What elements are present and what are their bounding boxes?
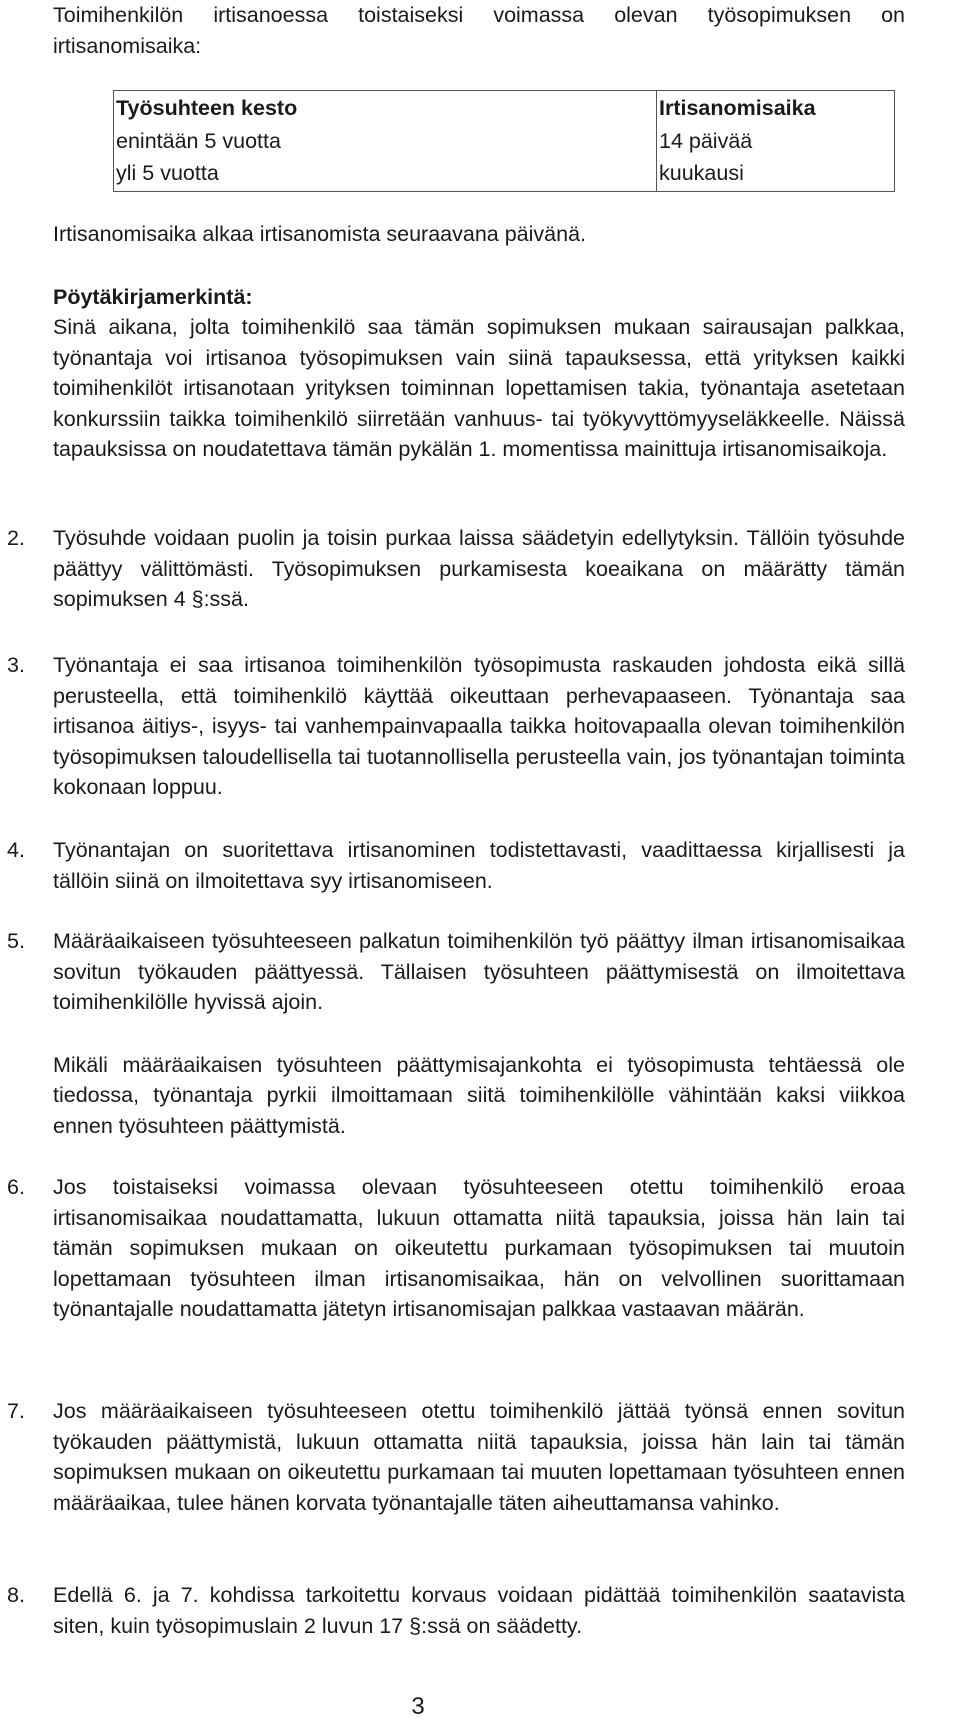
list-item [7,1580,905,1641]
item-number: 4. [7,838,25,862]
item-text: Edellä 6. ja 7. kohdissa tarkoitettu korvaus voidaan pidättää toimihenkilön saatavista siten, kuin työsopimuslain 2 luvun 17 §:ssä on säädetty. [53,1583,905,1638]
table-cell: enintään 5 vuotta [114,126,657,159]
item-number: 7. [7,1399,25,1423]
notice-start-paragraph: Irtisanomisaika alkaa irtisanomista seuraavana päivänä. [53,222,586,246]
table-header-row [114,91,895,126]
table-header-duration: Työsuhteen kesto [114,91,657,126]
list-item [7,1396,905,1518]
list-item [7,650,905,803]
item-number: 2. [7,526,25,550]
item-text: Työnantaja ei saa irtisanoa toimihenkilön työsopimusta raskauden johdosta eikä sillä perusteella, että toimihenkilö käyttää oikeuttaan perhevapaaseen. Työnantaja saa irtisanoa äitiys-, isyys- tai vanhempainvapaalla taikka hoitovapaalla olevan toimihenkilön työsopimuksen taloudellisella tai tuotannollisella perusteella vain, jos työnantajan toiminta kokonaan loppuu. [53,653,905,799]
protocol-heading: Pöytäkirjamerkintä: [53,285,253,309]
item-text: Työnantajan on suoritettava irtisanominen todistettavasti, vaadittaessa kirjallisesti ja tällöin siinä on ilmoitettava syy irtisanomiseen. [53,838,905,893]
item-text: Työsuhde voidaan puolin ja toisin purkaa laissa säädetyin edellytyksin. Tällöin työsuhde päättyy välittömästi. Työsopimuksen purkamisesta koeaikana on määrätty tämän sopimuksen 4 §:ssä. [53,526,905,611]
list-item [7,835,905,896]
item-number: 6. [7,1175,25,1199]
item-number: 8. [7,1583,25,1607]
table-row [114,158,895,191]
item-text: Jos määräaikaiseen työsuhteeseen otettu toimihenkilö jättää työnsä ennen sovitun työkauden päättymistä, lukuun ottamatta niitä tapauksia, joissa hän lain tai tämän sopimuksen mukaan on oikeutettu purkamaan tai muuten lopettamaan työsuhteen ennen määräaikaa, tulee hänen korvata työnantajalle täten aiheuttamansa vahinko. [53,1399,905,1515]
item-number: 5. [7,929,25,953]
list-item [7,523,905,615]
item-text: Määräaikaiseen työsuhteeseen palkatun toimihenkilön työ päättyy ilman irtisanomisaikaa sovitun työkauden päättyessä. Tällaisen työsuhteen päättymisestä on ilmoitettava toimihenkilölle hyvissä ajoin. [53,929,905,1014]
list-item [7,1172,905,1325]
protocol-paragraph: Sinä aikana, jolta toimihenkilö saa tämän sopimuksen mukaan sairausajan palkkaa, työnantaja voi irtisanoa työsopimuksen vain siinä tapauksessa, että yrityksen kaikki toimihenkilöt irtisanotaan yrityksen toiminnan lopettamisen takia, työnantaja asetetaan konkurssiin taikka toimihenkilö siirretään vanhuus- tai työkyvyttömyyseläkkeelle. Näissä tapauksissa on noudatettava tämän pykälän 1. momentissa mainittuja irtisanomisaikoja. [53,315,905,461]
table-cell: 14 päivää [659,128,753,153]
table-row [114,126,895,159]
table-cell: kuukausi [659,161,744,186]
item-text-continued: Mikäli määräaikaisen työsuhteen päättymisajankohta ei työsopimusta tehtäessä ole tiedossa, työnantaja pyrkii ilmoittamaan siitä toimihenkilölle vähintään kaksi viikkoa ennen työsuhteen päättymistä. [53,1052,905,1138]
page-number: 3 [411,1693,425,1720]
table-cell: yli 5 vuotta [114,158,657,191]
list-item [7,926,905,1141]
item-number: 3. [7,653,25,677]
notice-period-table [113,90,895,192]
table-header-notice: Irtisanomisaika [659,96,816,120]
intro-paragraph: Toimihenkilön irtisanoessa toistaiseksi voimassa olevan työsopimuksen on irtisanomisaika: [53,3,905,58]
item-text: Jos toistaiseksi voimassa olevaan työsuhteeseen otettu toimihenkilö eroaa irtisanomisaikaa noudattamatta, lukuun ottamatta niitä tapauksia, joissa hän lain tai tämän sopimuksen mukaan on oikeutettu purkamaan työsopimuksen tai muutoin lopettamaan työsuhteen ilman irtisanomisaikaa, hän on velvollinen suorittamaan työnantajalle noudattamatta jätetyn irtisanomisajan palkkaa vastaavan määrän. [53,1175,905,1321]
